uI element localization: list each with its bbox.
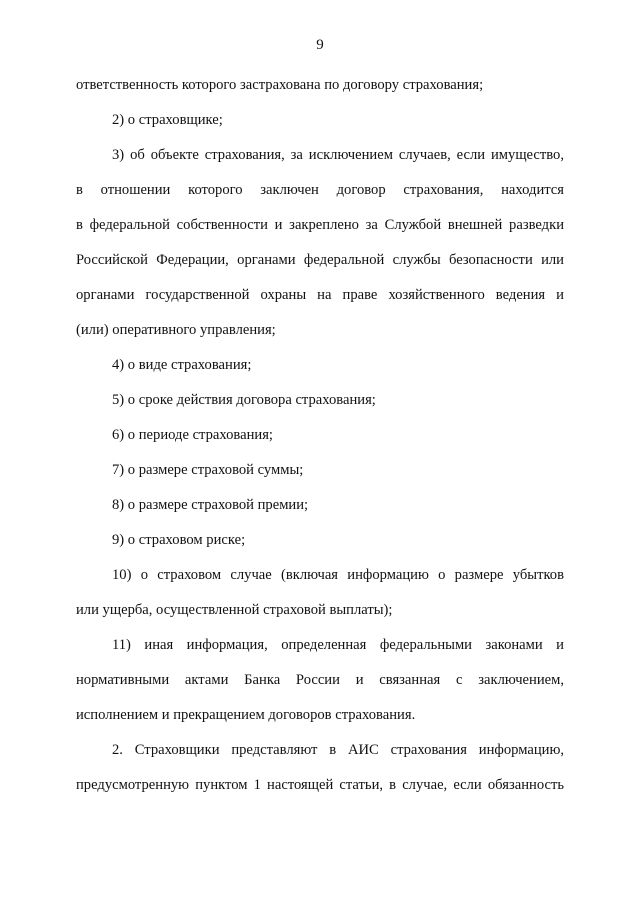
page-number: 9 (316, 37, 324, 53)
text-line: (или) оперативного управления; (76, 322, 276, 338)
text-line: исполнением и прекращением договоров страхования. (76, 707, 416, 723)
text-line: 6) о периоде страхования; (112, 427, 273, 443)
text-line: или ущерба, осуществленной страховой выплаты); (76, 602, 393, 618)
text-line: ответственность которого застрахована по договору страхования; (76, 77, 484, 93)
text-line: Российской Федерации, органами федеральной службы безопасности или (76, 252, 564, 268)
text-line: 7) о размере страховой суммы; (112, 462, 304, 478)
text-line: 10) о страховом случае (включая информацию о размере убытков (112, 567, 564, 583)
text-line: органами государственной охраны на праве хозяйственного ведения и (76, 287, 564, 303)
text-line: в федеральной собственности и закреплено за Службой внешней разведки (76, 217, 564, 233)
text-line: 2) о страховщике; (112, 112, 223, 128)
text-line: 5) о сроке действия договора страхования; (112, 392, 376, 408)
text-line: нормативными актами Банка России и связанная с заключением, (76, 672, 564, 688)
text-line: 2. Страховщики представляют в АИС страхования информацию, (112, 742, 564, 758)
text-line: в отношении которого заключен договор страхования, находится (76, 182, 564, 198)
text-line: предусмотренную пунктом 1 настоящей статьи, в случае, если обязанность (76, 777, 564, 793)
text-line: 11) иная информация, определенная федеральными законами и (112, 637, 564, 653)
text-line: 8) о размере страховой премии; (112, 497, 309, 513)
text-line: 9) о страховом риске; (112, 532, 246, 548)
text-line: 4) о виде страхования; (112, 357, 252, 373)
text-line: 3) об объекте страхования, за исключением случаев, если имущество, (112, 147, 564, 163)
